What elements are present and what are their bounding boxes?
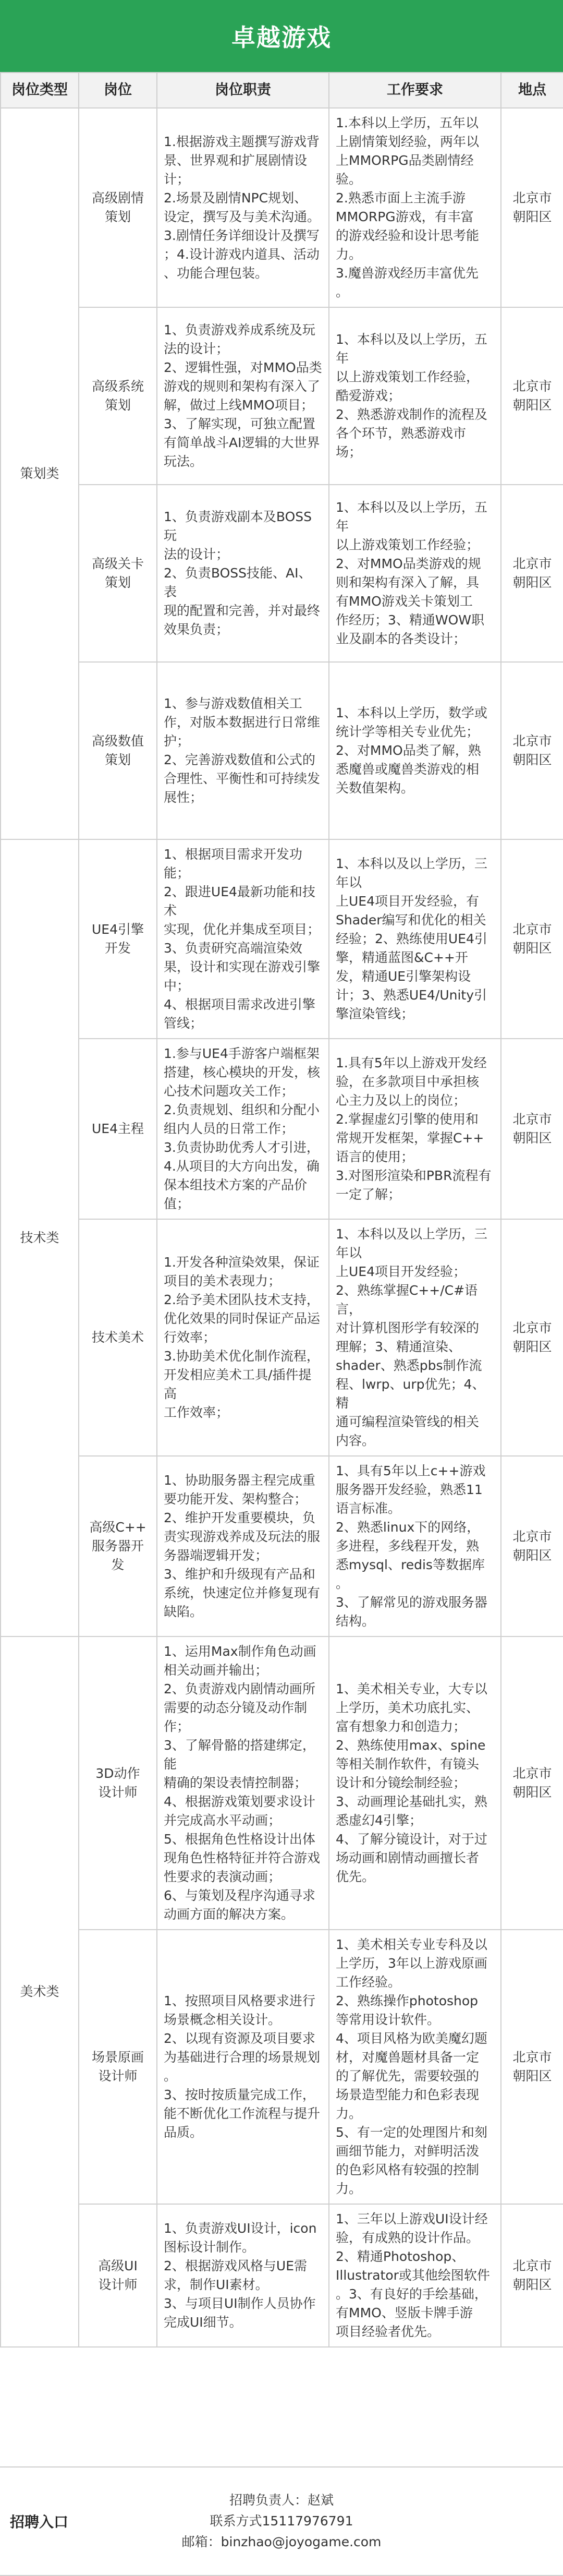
duty-line: 设定，撰写及与美术沟通。 xyxy=(164,209,321,224)
duty-line: 2、跟进UE4最新功能和技术 xyxy=(164,884,315,918)
table-row xyxy=(1,1039,563,1219)
duty-line: 1、负责游戏养成系统及玩 xyxy=(164,322,315,338)
job-table xyxy=(0,72,563,2348)
job-location xyxy=(501,2204,563,2347)
location-line: 朝阳区 xyxy=(512,209,552,224)
requirement-line: 验，在多款项目中承担核 xyxy=(336,1074,480,1089)
recruitment-entry xyxy=(0,2466,563,2576)
duty-line: 2、完善游戏数值和公式的 xyxy=(164,752,315,767)
duty-line: 玩法。 xyxy=(164,454,203,469)
duty-line: 展性； xyxy=(164,790,203,805)
location-line: 朝阳区 xyxy=(512,752,552,767)
table-row xyxy=(1,2204,563,2347)
duty-line: 。 xyxy=(164,2068,177,2084)
position-name xyxy=(79,2204,157,2347)
requirement-line: 1.具有5年以上游戏开发经 xyxy=(336,1055,487,1070)
duty-line: 2.负责规划、组织和分配小 xyxy=(164,1102,320,1117)
duty-line: 果，设计和实现在游戏引擎 xyxy=(164,959,321,974)
duty-line: 1、负责游戏UI设计，icon xyxy=(164,2221,317,2236)
position-name-line: 设计师 xyxy=(98,2277,138,2292)
duty-line: 管线； xyxy=(164,1016,203,1031)
requirement-line: 以上游戏策划工作经验； xyxy=(336,537,480,552)
duty-line: 性要求的表演动画； xyxy=(164,1869,282,1884)
requirement-line: 2.熟悉市面上主流手游 xyxy=(336,190,466,206)
requirement-line: 1、本科以上学历，数学或 xyxy=(336,705,487,720)
requirement-line: 上学历，美术功底扎实、 xyxy=(336,1700,480,1715)
contact-person: 招聘负责人：赵斌 xyxy=(229,2493,334,2508)
requirement-line: 3、了解常见的游戏服务器 xyxy=(336,1595,487,1610)
position-name xyxy=(79,1636,157,1930)
requirement-line: 2、熟练操作photoshop xyxy=(336,1993,479,2008)
requirement-line: 作经历；3、精通WOW职 xyxy=(336,612,485,628)
position-name xyxy=(79,1456,157,1636)
requirement-line: 3.魔兽游戏经历丰富优先 xyxy=(336,266,479,281)
requirement-line: 3.对图形渲染和PBR流程有 xyxy=(336,1168,492,1183)
requirement-line: 常规开发框架，掌握C++ xyxy=(336,1130,484,1146)
requirement-line: 的色彩风格有较强的控制 xyxy=(336,2162,480,2177)
table-row xyxy=(1,1456,563,1636)
requirement-line: 力。 xyxy=(336,2181,362,2196)
location-line: 北京市 xyxy=(512,1766,552,1781)
requirement-line: 2、熟悉游戏制作的流程及 xyxy=(336,407,487,422)
requirement-line: 富有想象力和创造力； xyxy=(336,1719,467,1734)
requirement-line: 2、对MMO品类游戏的规 xyxy=(336,556,481,571)
requirement-line: 有MMO游戏关卡策划工 xyxy=(336,594,473,609)
job-requirements xyxy=(329,1219,501,1456)
duty-line: 3、了解实现，可独立配置 xyxy=(164,416,315,431)
location-line: 北京市 xyxy=(512,2050,552,2065)
duty-line: 3、按时按质量完成工作， xyxy=(164,2087,315,2102)
duty-line: 品质。 xyxy=(164,2125,203,2140)
duty-line: 相关动画并输出； xyxy=(164,1663,268,1678)
job-location xyxy=(501,1039,563,1219)
duty-line: 搭建，核心模块的开发，核 xyxy=(164,1065,321,1080)
duty-line: 为基础进行合理的场景规划 xyxy=(164,2050,321,2065)
duty-line: 2、负责游戏内剧情动画所 xyxy=(164,1681,315,1696)
location-line: 朝阳区 xyxy=(512,398,552,413)
duty-line: 中； xyxy=(164,978,190,993)
duty-line: 1.开发各种渲染效果，保证 xyxy=(164,1255,320,1270)
duty-line: 有简单战斗AI逻辑的大世界 xyxy=(164,435,320,450)
job-location xyxy=(501,1636,563,1930)
requirement-line: 1、三年以上游戏UI设计经 xyxy=(336,2211,488,2226)
duty-line: 作； xyxy=(164,1719,190,1734)
position-name: 高级剧情策划 xyxy=(79,108,157,307)
header-requirements: 工作要求 xyxy=(329,73,501,108)
table-header-row xyxy=(1,73,563,108)
requirement-line: 2、精通Photoshop、 xyxy=(336,2249,465,2264)
requirement-line: 2、对MMO品类了解，熟 xyxy=(336,743,481,758)
duty-line: 缺陷。 xyxy=(164,1604,203,1619)
requirement-line: 设计和分镜绘制经验； xyxy=(336,1775,467,1790)
location-line: 北京市 xyxy=(512,379,552,394)
duty-line: 1、负责游戏副本及BOSS玩 xyxy=(164,509,312,543)
job-requirements xyxy=(329,1456,501,1636)
job-duties xyxy=(157,485,329,662)
requirement-line: 一定了解； xyxy=(336,1187,401,1202)
duty-line: 场景概念相关设计。 xyxy=(164,2012,282,2027)
duty-line: 1.根据游戏主题撰写游戏背 xyxy=(164,134,320,149)
requirement-line: 5、有一定的处理图片和刻 xyxy=(336,2125,487,2140)
position-name-line: 场景原画 xyxy=(91,2050,144,2065)
duty-line: 完成UI细节。 xyxy=(164,2315,242,2330)
job-location xyxy=(501,108,563,307)
requirement-line: 上剧情策划经验，两年以 xyxy=(336,134,480,149)
position-name-line: 高级UI xyxy=(98,2258,138,2273)
duty-line: 1、协助服务器主程完成重 xyxy=(164,1473,315,1488)
requirement-line: 1、本科以及以上学历，五年 xyxy=(336,332,487,366)
duty-line: 护； xyxy=(164,733,190,749)
duty-line: 行效率； xyxy=(164,1330,216,1345)
duty-line: 保本组技术方案的产品价 xyxy=(164,1177,308,1193)
requirement-line: 对计算机图形学有较深的 xyxy=(336,1320,480,1335)
duty-line: 2、负责BOSS技能、AI、表 xyxy=(164,565,312,599)
requirement-line: 4、了解分镜设计，对于过 xyxy=(336,1832,487,1847)
requirement-line: 1、美术相关专业专科及以 xyxy=(336,1937,487,1952)
duty-line: 3.剧情任务详细设计及撰写 xyxy=(164,228,320,243)
location-line: 朝阳区 xyxy=(512,1339,552,1354)
requirement-line: 力。 xyxy=(336,2106,362,2121)
requirement-line: 语言标准。 xyxy=(336,1501,401,1516)
duty-line: 2、以现有资源及项目要求 xyxy=(164,2031,315,2046)
requirement-line: 1、本科以及以上学历，三年以 xyxy=(336,1226,487,1260)
requirement-line: 发，精通UE引擎架构设 xyxy=(336,969,471,984)
duty-line: 2、维护开发重要模块，负 xyxy=(164,1510,315,1525)
requirement-line: 心主力及以上的岗位； xyxy=(336,1093,467,1108)
duty-line: 1、根据项目需求开发功 xyxy=(164,847,302,862)
requirement-line: 。 xyxy=(336,1576,349,1591)
duty-line: 精确的架设表情控制器； xyxy=(164,1775,308,1790)
job-requirements xyxy=(329,1636,501,1930)
job-duties xyxy=(157,1039,329,1219)
duty-line: 1.参与UE4手游客户端框架 xyxy=(164,1046,320,1061)
duty-line: 6、与策划及程序沟通寻求 xyxy=(164,1888,315,1903)
requirement-line: 统计学等相关专业优先； xyxy=(336,724,480,739)
duty-line: 2.给予美术团队技术支持， xyxy=(164,1292,320,1307)
table-row xyxy=(1,662,563,839)
requirement-line: 理解；3、精通渲染、 xyxy=(336,1339,461,1354)
duty-line: 4、根据游戏策划要求设计 xyxy=(164,1794,315,1809)
position-name: 技术美术 xyxy=(79,1219,157,1456)
duty-line: 3、负责研究高端渲染效 xyxy=(164,941,302,956)
table-row xyxy=(1,1930,563,2204)
requirement-line: 多进程，多线程开发，熟 xyxy=(336,1538,480,1554)
recruitment-entry-label: 招聘入口 xyxy=(9,2513,68,2531)
requirement-line: 经验；2、熟练使用UE4引 xyxy=(336,931,487,946)
position-name-line: 服务器开发 xyxy=(91,1538,144,1572)
duty-line: 优化效果的同时保证产品运 xyxy=(164,1311,321,1326)
requirement-line: 通可编程渲染管线的相关 xyxy=(336,1414,480,1429)
duty-line: 3.协助美术优化制作流程， xyxy=(164,1349,320,1364)
position-name: 高级系统策划 xyxy=(79,307,157,485)
duty-line: 4.从项目的大方向出发，确 xyxy=(164,1159,320,1174)
location-line: 朝阳区 xyxy=(512,2068,552,2084)
requirement-line: 业及副本的各类设计； xyxy=(336,631,467,646)
requirement-line: 有MMO、竖版卡牌手游 xyxy=(336,2305,473,2320)
duty-line: 3、维护和升级现有产品和 xyxy=(164,1567,315,1582)
duty-line: 2、逻辑性强，对MMO品类 xyxy=(164,360,322,375)
job-duties xyxy=(157,1636,329,1930)
category-art: 美术类 xyxy=(1,1636,79,2347)
category-tech: 技术类 xyxy=(1,839,79,1636)
requirement-line: 等相关制作软件，有镜头 xyxy=(336,1756,480,1772)
job-duties xyxy=(157,1219,329,1456)
location-line: 北京市 xyxy=(512,922,552,937)
requirement-line: 酷爱游戏； xyxy=(336,388,401,403)
table-row xyxy=(1,108,563,307)
duty-line: 并完成高水平动画； xyxy=(164,1813,282,1828)
job-duties xyxy=(157,1456,329,1636)
requirement-line: 材，对魔兽题材具备一定 xyxy=(336,2050,480,2065)
job-location xyxy=(501,1456,563,1636)
requirement-line: 2、熟练掌握C++/C#语言， xyxy=(336,1283,478,1317)
duty-line: 开发相应美术工具/插件提高 xyxy=(164,1367,312,1401)
requirement-line: 场动画和剧情动画擅长者 xyxy=(336,1850,480,1865)
position-name: UE4引擎开发 xyxy=(79,839,157,1039)
requirement-line: 1、美术相关专业，大专以 xyxy=(336,1681,487,1696)
table-row xyxy=(1,839,563,1039)
category-planning: 策划类 xyxy=(1,108,79,839)
requirement-line: 项目经验者优先。 xyxy=(336,2324,440,2339)
requirement-line: 1.本科以上学历，五年以 xyxy=(336,115,479,130)
job-requirements xyxy=(329,1039,501,1219)
duty-line: 务器端逻辑开发； xyxy=(164,1548,268,1563)
header-position: 岗位 xyxy=(79,73,157,108)
requirement-line: 结构。 xyxy=(336,1614,375,1629)
duty-line: 动画方面的解决方案。 xyxy=(164,1907,295,1922)
requirement-line: 优先。 xyxy=(336,1869,375,1884)
duty-line: 需要的动态分镜及动作制 xyxy=(164,1700,308,1715)
duty-line: 3、了解骨骼的搭建绑定，能 xyxy=(164,1738,315,1772)
duty-line: 法的设计； xyxy=(164,547,229,562)
job-duties xyxy=(157,662,329,839)
requirement-line: 计；3、熟悉UE4/Unity引 xyxy=(336,988,487,1003)
duty-line: 景、世界观和扩展剧情设计； xyxy=(164,153,308,187)
requirement-line: 上UE4项目开发经验； xyxy=(336,1264,467,1279)
duty-line: 值； xyxy=(164,1196,190,1211)
job-location xyxy=(501,1930,563,2204)
duty-line: 1、按照项目风格要求进行 xyxy=(164,1993,315,2008)
location-line: 北京市 xyxy=(512,2258,552,2273)
position-name-line: 设计师 xyxy=(98,2068,138,2084)
duty-line: 4、根据项目需求改进引擎 xyxy=(164,997,315,1012)
requirement-line: 程、lwrp、urp优先；4、精 xyxy=(336,1377,485,1411)
job-requirements xyxy=(329,839,501,1039)
location-line: 北京市 xyxy=(512,733,552,749)
requirement-line: 以上游戏策划工作经验， xyxy=(336,369,480,384)
duty-line: 2.场景及剧情NPC规划、 xyxy=(164,190,308,206)
requirement-line: 等常用设计软件。 xyxy=(336,2012,440,2027)
position-name: 高级数值策划 xyxy=(79,662,157,839)
location-line: 北京市 xyxy=(512,1529,552,1544)
requirement-line: 1、本科以及以上学历，三年以 xyxy=(336,856,487,890)
duty-line: 作，对版本数据进行日常维 xyxy=(164,715,321,730)
duty-line: 组内人员的日常工作； xyxy=(164,1121,295,1136)
requirement-line: MMORPG游戏，有丰富 xyxy=(336,209,474,224)
requirement-line: 验。 xyxy=(336,172,362,187)
duty-line: 心技术问题攻关工作； xyxy=(164,1084,295,1099)
duty-line: 1、运用Max制作角色动画 xyxy=(164,1644,316,1659)
position-name-line: 高级C++ xyxy=(89,1520,146,1535)
position-name-line: 设计师 xyxy=(98,1785,138,1800)
requirement-line: 。 xyxy=(336,284,349,299)
job-duties xyxy=(157,108,329,307)
duty-line: 现的配置和完善，并对最终 xyxy=(164,603,321,618)
position-name-line: 3D动作 xyxy=(95,1766,140,1781)
duty-line: 责实现游戏养成及玩法的服 xyxy=(164,1529,321,1544)
requirement-line: 4、项目风格为欧美魔幻题 xyxy=(336,2031,487,2046)
requirement-line: 语言的使用； xyxy=(336,1149,414,1164)
duty-line: 、功能合理包装。 xyxy=(164,266,268,281)
requirement-line: 2、熟练使用max、spine xyxy=(336,1738,486,1753)
requirement-line: 上MMORPG品类剧情经 xyxy=(336,153,474,168)
requirement-line: 则和架构有深入了解，具 xyxy=(336,575,480,590)
requirement-line: 1、本科以及以上学历，五年 xyxy=(336,500,487,534)
location-line: 朝阳区 xyxy=(512,1548,552,1563)
requirement-line: 2、熟悉linux下的网络， xyxy=(336,1520,480,1535)
duty-line: 现角色性格特征并符合游戏 xyxy=(164,1850,321,1865)
requirement-line: 1、具有5年以上c++游戏 xyxy=(336,1463,486,1478)
location-line: 朝阳区 xyxy=(512,941,552,956)
job-location xyxy=(501,662,563,839)
requirement-line: 悉魔兽或魔兽类游戏的相 xyxy=(336,762,480,777)
requirement-line: 的了解优先，需要较强的 xyxy=(336,2068,480,2084)
job-duties xyxy=(157,2204,329,2347)
page-title: 卓越游戏 xyxy=(0,0,563,72)
location-line: 北京市 xyxy=(512,556,552,571)
job-requirements xyxy=(329,108,501,307)
duty-line: 项目的美术表现力； xyxy=(164,1273,282,1289)
duty-line: 实现，优化并集成至项目； xyxy=(164,922,321,937)
duty-line: 2、根据游戏风格与UE需 xyxy=(164,2258,308,2273)
requirement-line: 内容。 xyxy=(336,1433,375,1448)
duty-line: 工作效率； xyxy=(164,1405,229,1420)
job-requirements xyxy=(329,2204,501,2347)
requirement-line: 验，有成熟的设计作品。 xyxy=(336,2230,480,2245)
requirement-line: 工作经验。 xyxy=(336,1975,401,1990)
requirement-line: shader、熟悉pbs制作流 xyxy=(336,1358,482,1373)
requirement-line: 悉mysql、redis等数据库 xyxy=(336,1557,485,1572)
duty-line: 求，制作UI素材。 xyxy=(164,2277,268,2292)
job-requirements xyxy=(329,1930,501,2204)
job-requirements xyxy=(329,662,501,839)
requirement-line: Illustrator或其他绘图软件 xyxy=(336,2268,490,2283)
duty-line: 1、参与游戏数值相关工 xyxy=(164,696,302,711)
location-line: 北京市 xyxy=(512,1112,552,1127)
job-requirements xyxy=(329,485,501,662)
table-row xyxy=(1,307,563,485)
duty-line: 图标设计制作。 xyxy=(164,2240,255,2255)
location-line: 朝阳区 xyxy=(512,1785,552,1800)
requirement-line: Shader编写和优化的相关 xyxy=(336,912,486,928)
position-name: 高级关卡策划 xyxy=(79,485,157,662)
requirement-line: 画细节能力，对鲜明活泼 xyxy=(336,2144,480,2159)
requirement-line: 力。 xyxy=(336,247,362,262)
requirement-line: 的游戏经验和设计思考能 xyxy=(336,228,480,243)
duty-line: 效果负责； xyxy=(164,622,229,637)
requirement-line: 各个环节，熟悉游戏市 xyxy=(336,426,467,441)
job-requirements xyxy=(329,307,501,485)
position-name: UE4主程 xyxy=(79,1039,157,1219)
position-name xyxy=(79,1930,157,2204)
requirement-line: 3、动画理论基础扎实，熟 xyxy=(336,1794,487,1809)
requirement-line: 场； xyxy=(336,444,362,460)
header-location: 地点 xyxy=(501,73,563,108)
header-category: 岗位类型 xyxy=(1,73,79,108)
requirement-line: 上学历，3年以上游戏原画 xyxy=(336,1956,487,1971)
duty-line: 5、根据角色性格设计出体 xyxy=(164,1832,315,1847)
location-line: 北京市 xyxy=(512,1320,552,1335)
contact-phone: 联系方式15117976791 xyxy=(210,2513,353,2529)
job-duties xyxy=(157,307,329,485)
requirement-line: 场景造型能力和色彩表现 xyxy=(336,2087,480,2102)
duty-line: 能； xyxy=(164,865,190,881)
requirement-line: 上UE4项目开发经验，有 xyxy=(336,894,480,909)
location-line: 北京市 xyxy=(512,190,552,206)
requirement-line: 悉虚幻4引擎； xyxy=(336,1813,422,1828)
duty-line: 3.负责协助优秀人才引进， xyxy=(164,1140,320,1155)
table-row xyxy=(1,1219,563,1456)
requirement-line: 。3、有良好的手绘基础， xyxy=(336,2286,487,2302)
requirement-line: 2.掌握虚幻引擎的使用和 xyxy=(336,1112,479,1127)
duty-line: 能不断优化工作流程与提升 xyxy=(164,2106,321,2121)
duty-line: 解，做过上线MMO项目； xyxy=(164,398,314,413)
duty-line: ；4.设计游戏内道具、活动 xyxy=(164,247,320,262)
job-location xyxy=(501,485,563,662)
table-row xyxy=(1,1636,563,1930)
contact-email[interactable]: 邮箱：binzhao@joyogame.com xyxy=(181,2534,382,2549)
location-line: 朝阳区 xyxy=(512,2277,552,2292)
contact-info xyxy=(78,2490,563,2553)
job-location xyxy=(501,839,563,1039)
location-line: 朝阳区 xyxy=(512,1130,552,1146)
requirement-line: 服务器开发经验，熟悉11 xyxy=(336,1482,483,1497)
requirement-line: 关数值架构。 xyxy=(336,780,414,796)
duty-line: 系统，快速定位并修复现有 xyxy=(164,1585,321,1600)
requirement-line: 擎渲染管线； xyxy=(336,1006,414,1021)
job-location xyxy=(501,307,563,485)
requirement-line: 擎，精通蓝图&C++开 xyxy=(336,950,468,965)
duty-line: 法的设计； xyxy=(164,341,229,356)
job-location xyxy=(501,1219,563,1456)
duty-line: 3、与项目UI制作人员协作 xyxy=(164,2296,316,2311)
header-duties: 岗位职责 xyxy=(157,73,329,108)
job-duties xyxy=(157,1930,329,2204)
duty-line: 合理性、平衡性和可持续发 xyxy=(164,771,321,786)
duty-line: 游戏的规则和架构有深入了 xyxy=(164,379,321,394)
job-duties xyxy=(157,839,329,1039)
location-line: 朝阳区 xyxy=(512,575,552,590)
table-row xyxy=(1,485,563,662)
duty-line: 要功能开发、架构整合； xyxy=(164,1491,308,1507)
